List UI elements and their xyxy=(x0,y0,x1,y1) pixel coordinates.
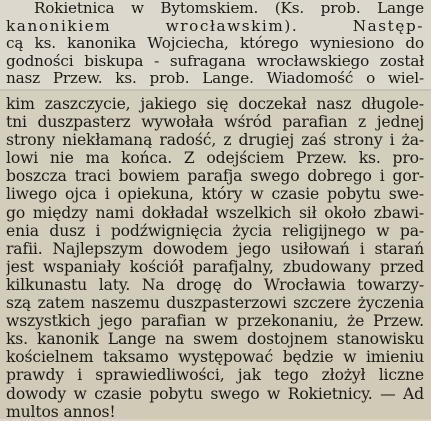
article-line: tni duszpasterz wywołała wśród parafian z jednej xyxy=(6,113,424,132)
article-line: kanonikiem wrocławskim). Następ- xyxy=(6,17,424,35)
article-line: dowody w czasie pobytu swego w Rokietnicy. — Ad xyxy=(6,384,424,403)
article-line: go między nami dokładał wszelkich sił około zbawi- xyxy=(6,203,424,222)
article-line: kim zaszczycie, jakiego się doczekał nasz długole- xyxy=(6,95,424,113)
article-line: enia dusz i podźwignięcia życia religijnego w pa- xyxy=(6,221,424,240)
article-bottom-fragment xyxy=(0,91,431,419)
article-line: jest wspaniały kościół parafjalny, zbudowany przed xyxy=(6,257,424,276)
article-line: liwego ojca i opiekuna, który w czasie pobytu swe- xyxy=(6,185,424,204)
article-line: kościelnem taksamo występować będzie w imieniu xyxy=(6,348,424,367)
article-line: godności biskupa - sufragana wrocławskiego został xyxy=(6,52,424,70)
article-line: boszcza traci bowiem parafja swego dobrego i gor- xyxy=(6,167,424,186)
article-heading-line: Rokietnica w Bytomskiem. (Ks. prob. Lange xyxy=(34,0,424,17)
article-line: prawdy i sprawiedliwości, jak tego złożył liczne xyxy=(6,366,424,385)
article-line: wszystkich jego parafian w przekonaniu, że Przew. xyxy=(6,312,424,331)
article-line: multos annos! xyxy=(6,402,116,421)
article-line: rafii. Najlepszym dowodem jego usiłowań i starań xyxy=(6,239,424,258)
article-line: nasz Przew. ks. prob. Lange. Wiadomość o wiel- xyxy=(6,70,424,88)
article-line: strony niekłamaną radość, z drugiej zaś strony i ża- xyxy=(6,131,424,150)
article-line: lowi nie ma końca. Z odejściem Przew. ks. pro- xyxy=(6,149,424,168)
article-line: kilkunastu laty. Na drogę do Wrocławia towarzy- xyxy=(6,275,424,294)
article-line: cą ks. kanonika Wojciecha, którego wyniesiono do xyxy=(6,35,424,53)
article-top-fragment xyxy=(0,0,431,90)
article-line: ks. kanonik Lange na swem dostojnem stanowisku xyxy=(6,330,424,349)
article-line: szą zatem naszemu duszpasterzowi szczere życzenia xyxy=(6,294,424,313)
